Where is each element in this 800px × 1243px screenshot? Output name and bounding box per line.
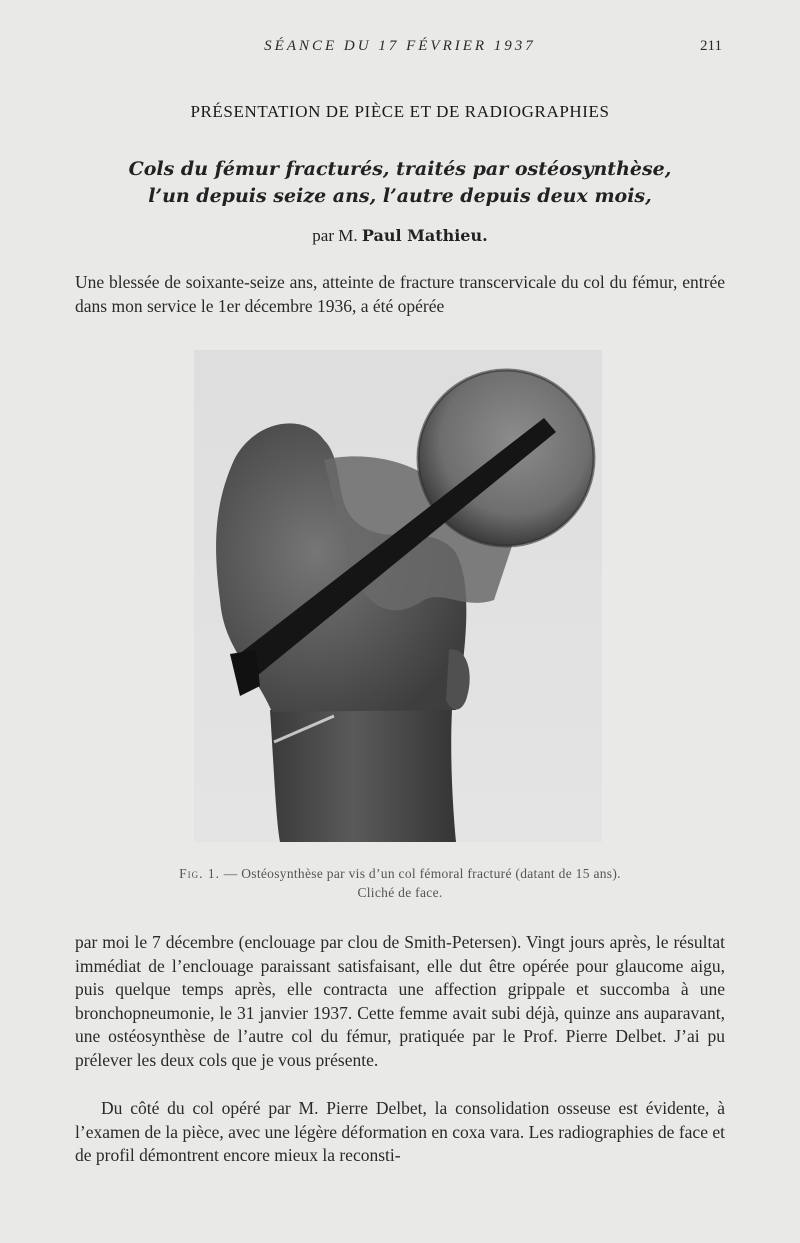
page-number: 211 [700, 38, 722, 54]
running-title: SÉANCE DU 17 FÉVRIER 1937 [264, 38, 536, 54]
article-title-line-2: l’un depuis seize ans, l’autre depuis deux mois, [148, 185, 652, 207]
caption-line-1 [95, 864, 705, 883]
byline [0, 226, 800, 246]
caption-text: — Ostéosynthèse par vis d’un col fémoral fracturé (datant de 15 ans). [223, 866, 621, 881]
article-title-line-1: Cols du fémur fracturés, traités par ostéosynthèse, [128, 158, 672, 180]
femur-radiograph-image [194, 350, 602, 842]
paragraph-intro: Une blessée de soixante-seize ans, atteinte de fracture transcervicale du col du fémur, entrée dans mon service le 1er décembre 1936, a été opérée [75, 272, 725, 316]
radiograph-figure [194, 350, 602, 842]
figure-label: Fig. 1. [179, 866, 221, 881]
figure-caption [95, 864, 705, 902]
paragraph-body-2: Du côté du col opéré par M. Pierre Delbet, la consolidation osseuse est évidente, à l’examen de la pièce, avec une légère déformation en coxa vara. Les radiographies de face et de profil démontrent encore mieux la reconsti- [75, 1098, 725, 1165]
article-title [0, 156, 800, 210]
section-heading: PRÉSENTATION DE PIÈCE ET DE RADIOGRAPHIES [190, 102, 610, 121]
running-head [0, 38, 800, 60]
paragraph-body-1: par moi le 7 décembre (enclouage par clou de Smith-Petersen). Vingt jours après, le résultat immédiat de l’enclouage paraissant satisfaisant, elle dut être opérée pour glaucome aigu, puis quelque temps après, elle contracta une affection grippale et succomba à une bronchopneumonie, le 31 janvier 1937. Cette femme avait subi déjà, quinze ans auparavant, une ostéosynthèse de l’autre col du fémur, pratiquée par le Prof. Pierre Delbet. J’ai pu prélever les deux cols que je vous présente. [75, 932, 725, 1070]
byline-prefix: par M. [312, 226, 358, 245]
caption-line-2: Cliché de face. [357, 885, 443, 900]
byline-author: Paul Mathieu. [361, 226, 488, 245]
